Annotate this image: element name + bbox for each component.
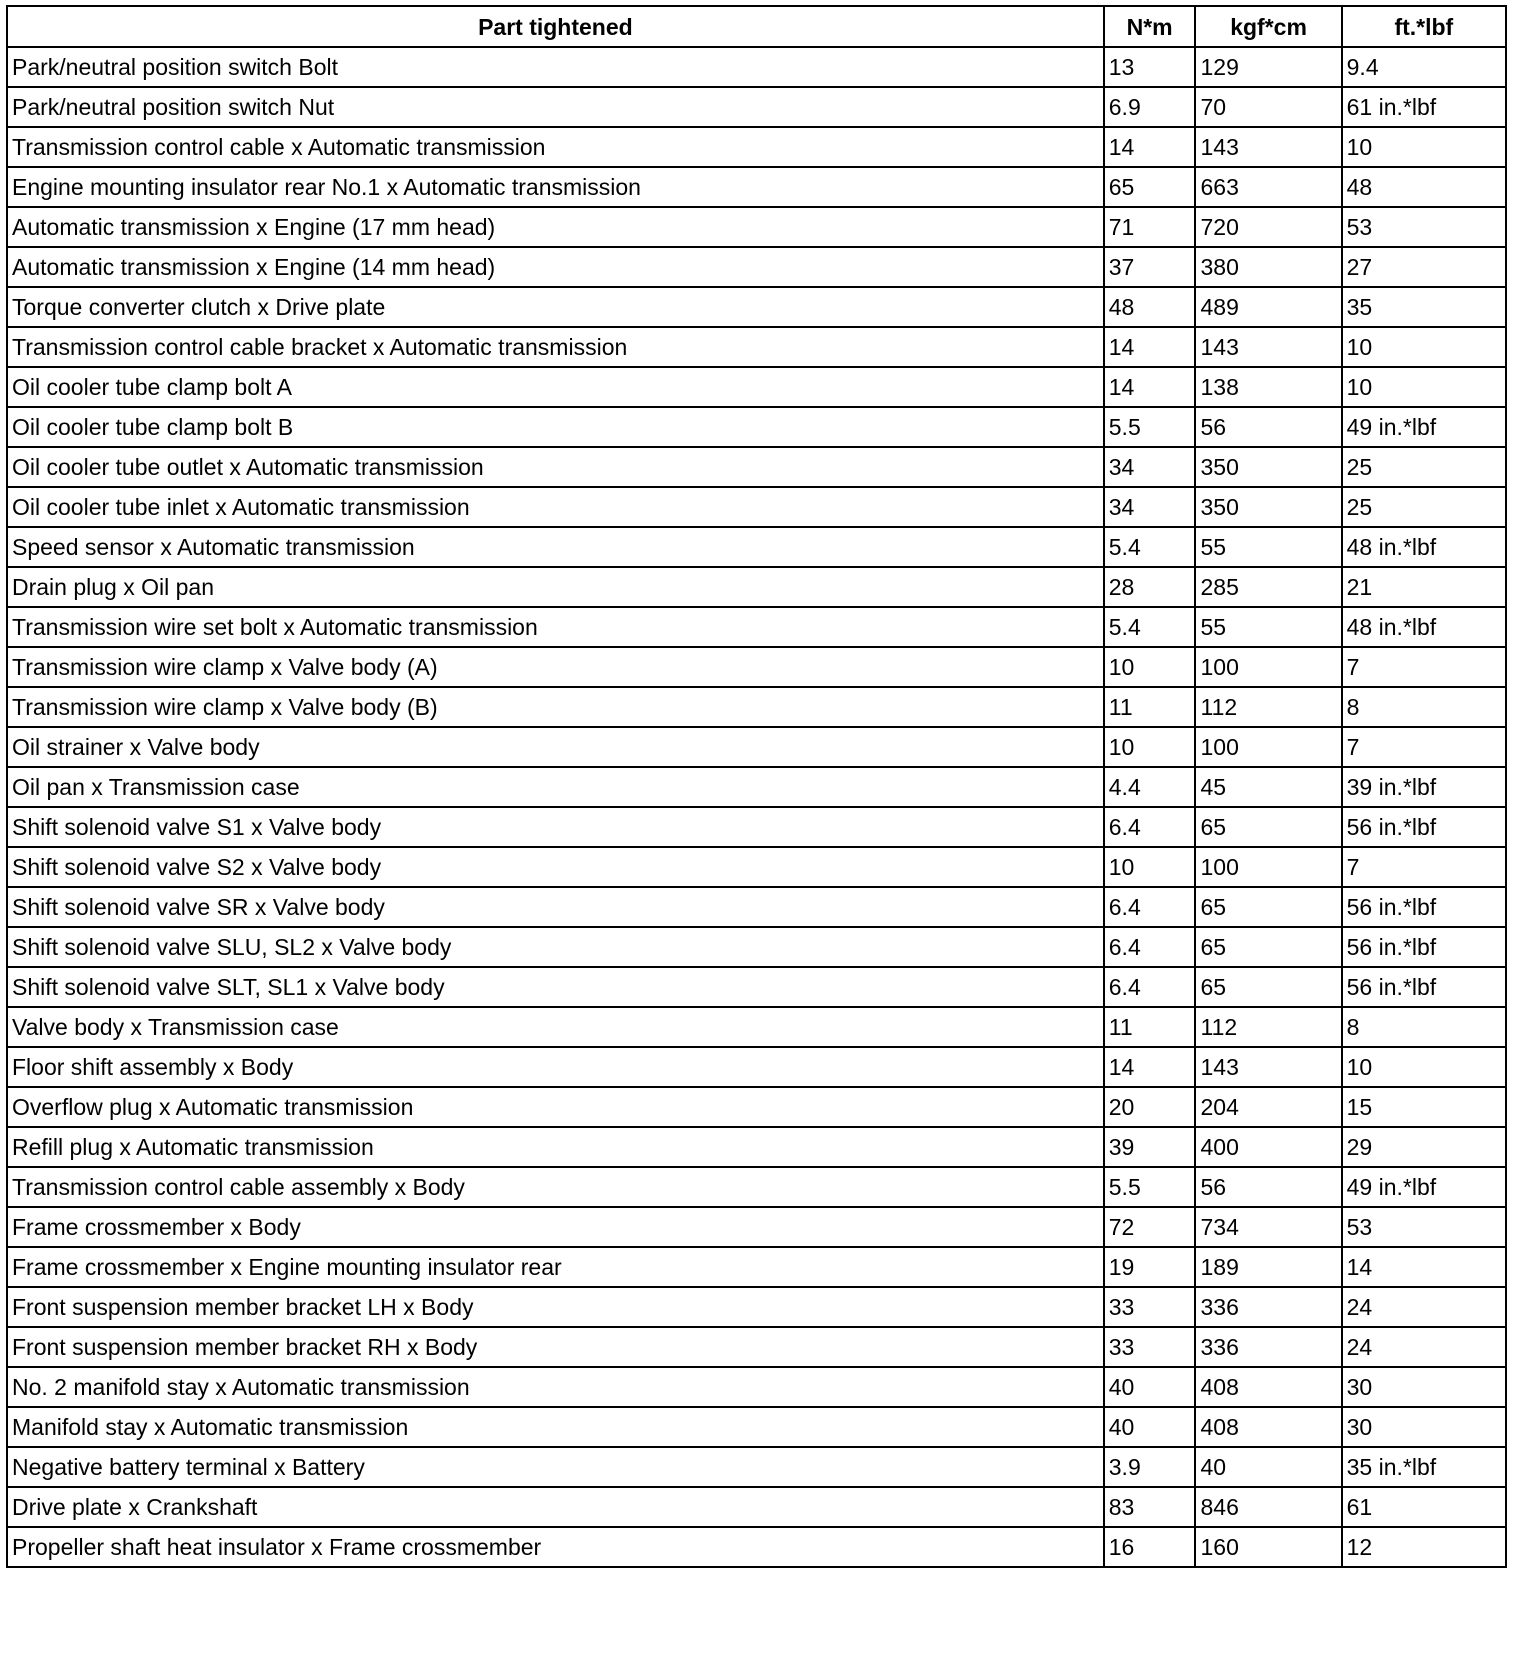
cell-part-tightened: Oil cooler tube outlet x Automatic transmission xyxy=(7,447,1104,487)
cell-newton-meter: 33 xyxy=(1104,1287,1196,1327)
cell-part-tightened: Speed sensor x Automatic transmission xyxy=(7,527,1104,567)
cell-part-tightened: Transmission wire clamp x Valve body (B) xyxy=(7,687,1104,727)
cell-ft-lbf: 25 xyxy=(1342,487,1506,527)
cell-ft-lbf: 7 xyxy=(1342,727,1506,767)
cell-part-tightened: Oil cooler tube clamp bolt B xyxy=(7,407,1104,447)
table-row xyxy=(7,1087,1506,1127)
cell-part-tightened: Frame crossmember x Engine mounting insulator rear xyxy=(7,1247,1104,1287)
cell-newton-meter: 20 xyxy=(1104,1087,1196,1127)
cell-kgf-cm: 112 xyxy=(1195,687,1341,727)
cell-kgf-cm: 56 xyxy=(1195,1167,1341,1207)
cell-newton-meter: 4.4 xyxy=(1104,767,1196,807)
cell-kgf-cm: 720 xyxy=(1195,207,1341,247)
cell-newton-meter: 6.4 xyxy=(1104,927,1196,967)
cell-newton-meter: 11 xyxy=(1104,1007,1196,1047)
cell-ft-lbf: 56 in.*lbf xyxy=(1342,927,1506,967)
cell-newton-meter: 34 xyxy=(1104,487,1196,527)
cell-ft-lbf: 7 xyxy=(1342,647,1506,687)
cell-part-tightened: Transmission wire set bolt x Automatic transmission xyxy=(7,607,1104,647)
cell-part-tightened: Engine mounting insulator rear No.1 x Automatic transmission xyxy=(7,167,1104,207)
cell-kgf-cm: 129 xyxy=(1195,47,1341,87)
cell-kgf-cm: 734 xyxy=(1195,1207,1341,1247)
cell-newton-meter: 13 xyxy=(1104,47,1196,87)
cell-part-tightened: Oil cooler tube clamp bolt A xyxy=(7,367,1104,407)
torque-specification-table xyxy=(6,5,1507,1568)
cell-ft-lbf: 35 in.*lbf xyxy=(1342,1447,1506,1487)
cell-part-tightened: Front suspension member bracket RH x Body xyxy=(7,1327,1104,1367)
cell-kgf-cm: 100 xyxy=(1195,847,1341,887)
header-part-tightened: Part tightened xyxy=(7,6,1104,47)
cell-kgf-cm: 112 xyxy=(1195,1007,1341,1047)
cell-part-tightened: Drive plate x Crankshaft xyxy=(7,1487,1104,1527)
table-row xyxy=(7,927,1506,967)
cell-part-tightened: Park/neutral position switch Nut xyxy=(7,87,1104,127)
cell-part-tightened: Valve body x Transmission case xyxy=(7,1007,1104,1047)
cell-newton-meter: 10 xyxy=(1104,727,1196,767)
cell-newton-meter: 5.4 xyxy=(1104,527,1196,567)
table-row xyxy=(7,807,1506,847)
cell-ft-lbf: 30 xyxy=(1342,1367,1506,1407)
cell-ft-lbf: 8 xyxy=(1342,687,1506,727)
table-row xyxy=(7,687,1506,727)
cell-newton-meter: 72 xyxy=(1104,1207,1196,1247)
header-ft-lbf: ft.*lbf xyxy=(1342,6,1506,47)
table-row xyxy=(7,327,1506,367)
cell-newton-meter: 14 xyxy=(1104,1047,1196,1087)
table-row xyxy=(7,1127,1506,1167)
cell-newton-meter: 5.5 xyxy=(1104,407,1196,447)
cell-kgf-cm: 143 xyxy=(1195,127,1341,167)
cell-newton-meter: 28 xyxy=(1104,567,1196,607)
cell-ft-lbf: 9.4 xyxy=(1342,47,1506,87)
cell-kgf-cm: 100 xyxy=(1195,647,1341,687)
table-row xyxy=(7,407,1506,447)
cell-kgf-cm: 489 xyxy=(1195,287,1341,327)
cell-ft-lbf: 48 in.*lbf xyxy=(1342,607,1506,647)
cell-part-tightened: Frame crossmember x Body xyxy=(7,1207,1104,1247)
cell-ft-lbf: 35 xyxy=(1342,287,1506,327)
cell-kgf-cm: 350 xyxy=(1195,487,1341,527)
table-row xyxy=(7,247,1506,287)
cell-part-tightened: Overflow plug x Automatic transmission xyxy=(7,1087,1104,1127)
cell-newton-meter: 71 xyxy=(1104,207,1196,247)
cell-ft-lbf: 48 in.*lbf xyxy=(1342,527,1506,567)
cell-part-tightened: Drain plug x Oil pan xyxy=(7,567,1104,607)
cell-kgf-cm: 143 xyxy=(1195,1047,1341,1087)
cell-part-tightened: Shift solenoid valve SLU, SL2 x Valve body xyxy=(7,927,1104,967)
cell-part-tightened: Front suspension member bracket LH x Body xyxy=(7,1287,1104,1327)
table-row xyxy=(7,287,1506,327)
cell-newton-meter: 3.9 xyxy=(1104,1447,1196,1487)
table-row xyxy=(7,1327,1506,1367)
cell-part-tightened: Propeller shaft heat insulator x Frame crossmember xyxy=(7,1527,1104,1567)
table-row xyxy=(7,527,1506,567)
table-row xyxy=(7,1247,1506,1287)
cell-ft-lbf: 25 xyxy=(1342,447,1506,487)
cell-kgf-cm: 55 xyxy=(1195,527,1341,567)
cell-ft-lbf: 53 xyxy=(1342,207,1506,247)
cell-kgf-cm: 55 xyxy=(1195,607,1341,647)
table-row xyxy=(7,1447,1506,1487)
table-row xyxy=(7,1167,1506,1207)
cell-newton-meter: 5.4 xyxy=(1104,607,1196,647)
cell-part-tightened: Negative battery terminal x Battery xyxy=(7,1447,1104,1487)
cell-newton-meter: 10 xyxy=(1104,847,1196,887)
cell-kgf-cm: 408 xyxy=(1195,1367,1341,1407)
cell-ft-lbf: 24 xyxy=(1342,1287,1506,1327)
cell-kgf-cm: 65 xyxy=(1195,807,1341,847)
table-row xyxy=(7,207,1506,247)
cell-ft-lbf: 8 xyxy=(1342,1007,1506,1047)
cell-kgf-cm: 336 xyxy=(1195,1287,1341,1327)
cell-ft-lbf: 29 xyxy=(1342,1127,1506,1167)
cell-kgf-cm: 65 xyxy=(1195,967,1341,1007)
cell-ft-lbf: 49 in.*lbf xyxy=(1342,407,1506,447)
table-row xyxy=(7,767,1506,807)
cell-newton-meter: 40 xyxy=(1104,1367,1196,1407)
cell-ft-lbf: 61 in.*lbf xyxy=(1342,87,1506,127)
table-row xyxy=(7,47,1506,87)
cell-part-tightened: Automatic transmission x Engine (17 mm head) xyxy=(7,207,1104,247)
table-row xyxy=(7,447,1506,487)
cell-ft-lbf: 39 in.*lbf xyxy=(1342,767,1506,807)
cell-ft-lbf: 53 xyxy=(1342,1207,1506,1247)
cell-newton-meter: 33 xyxy=(1104,1327,1196,1367)
table-row xyxy=(7,1047,1506,1087)
table-row xyxy=(7,127,1506,167)
cell-part-tightened: Transmission control cable assembly x Body xyxy=(7,1167,1104,1207)
cell-kgf-cm: 204 xyxy=(1195,1087,1341,1127)
cell-newton-meter: 65 xyxy=(1104,167,1196,207)
cell-kgf-cm: 663 xyxy=(1195,167,1341,207)
cell-part-tightened: Transmission control cable bracket x Automatic transmission xyxy=(7,327,1104,367)
cell-part-tightened: Oil cooler tube inlet x Automatic transmission xyxy=(7,487,1104,527)
table-row xyxy=(7,367,1506,407)
cell-part-tightened: Refill plug x Automatic transmission xyxy=(7,1127,1104,1167)
table-row xyxy=(7,847,1506,887)
cell-kgf-cm: 65 xyxy=(1195,887,1341,927)
header-row xyxy=(7,6,1506,47)
cell-kgf-cm: 143 xyxy=(1195,327,1341,367)
cell-newton-meter: 6.4 xyxy=(1104,967,1196,1007)
cell-newton-meter: 16 xyxy=(1104,1527,1196,1567)
table-row xyxy=(7,887,1506,927)
cell-ft-lbf: 30 xyxy=(1342,1407,1506,1447)
cell-newton-meter: 14 xyxy=(1104,327,1196,367)
cell-kgf-cm: 40 xyxy=(1195,1447,1341,1487)
cell-ft-lbf: 24 xyxy=(1342,1327,1506,1367)
table-header xyxy=(7,6,1506,47)
cell-newton-meter: 10 xyxy=(1104,647,1196,687)
cell-ft-lbf: 7 xyxy=(1342,847,1506,887)
cell-part-tightened: Shift solenoid valve S2 x Valve body xyxy=(7,847,1104,887)
cell-kgf-cm: 65 xyxy=(1195,927,1341,967)
cell-kgf-cm: 846 xyxy=(1195,1487,1341,1527)
cell-ft-lbf: 14 xyxy=(1342,1247,1506,1287)
cell-kgf-cm: 56 xyxy=(1195,407,1341,447)
cell-part-tightened: Automatic transmission x Engine (14 mm head) xyxy=(7,247,1104,287)
cell-newton-meter: 83 xyxy=(1104,1487,1196,1527)
cell-kgf-cm: 100 xyxy=(1195,727,1341,767)
cell-part-tightened: Shift solenoid valve SLT, SL1 x Valve body xyxy=(7,967,1104,1007)
table-row xyxy=(7,487,1506,527)
cell-part-tightened: Torque converter clutch x Drive plate xyxy=(7,287,1104,327)
cell-ft-lbf: 56 in.*lbf xyxy=(1342,807,1506,847)
cell-kgf-cm: 400 xyxy=(1195,1127,1341,1167)
cell-part-tightened: Manifold stay x Automatic transmission xyxy=(7,1407,1104,1447)
header-newton-meter: N*m xyxy=(1104,6,1196,47)
cell-newton-meter: 34 xyxy=(1104,447,1196,487)
table-row xyxy=(7,567,1506,607)
cell-newton-meter: 39 xyxy=(1104,1127,1196,1167)
table-row xyxy=(7,1527,1506,1567)
cell-ft-lbf: 12 xyxy=(1342,1527,1506,1567)
cell-part-tightened: Oil strainer x Valve body xyxy=(7,727,1104,767)
cell-kgf-cm: 285 xyxy=(1195,567,1341,607)
cell-ft-lbf: 21 xyxy=(1342,567,1506,607)
cell-ft-lbf: 10 xyxy=(1342,327,1506,367)
cell-kgf-cm: 350 xyxy=(1195,447,1341,487)
table-row xyxy=(7,1207,1506,1247)
table-row xyxy=(7,1407,1506,1447)
cell-part-tightened: No. 2 manifold stay x Automatic transmission xyxy=(7,1367,1104,1407)
cell-ft-lbf: 49 in.*lbf xyxy=(1342,1167,1506,1207)
cell-kgf-cm: 70 xyxy=(1195,87,1341,127)
cell-newton-meter: 40 xyxy=(1104,1407,1196,1447)
table-row xyxy=(7,727,1506,767)
cell-newton-meter: 6.4 xyxy=(1104,807,1196,847)
cell-newton-meter: 37 xyxy=(1104,247,1196,287)
cell-kgf-cm: 336 xyxy=(1195,1327,1341,1367)
cell-ft-lbf: 10 xyxy=(1342,367,1506,407)
cell-ft-lbf: 56 in.*lbf xyxy=(1342,967,1506,1007)
cell-part-tightened: Floor shift assembly x Body xyxy=(7,1047,1104,1087)
header-kgf-cm: kgf*cm xyxy=(1195,6,1341,47)
cell-ft-lbf: 48 xyxy=(1342,167,1506,207)
cell-newton-meter: 6.4 xyxy=(1104,887,1196,927)
cell-ft-lbf: 61 xyxy=(1342,1487,1506,1527)
cell-kgf-cm: 138 xyxy=(1195,367,1341,407)
cell-part-tightened: Transmission wire clamp x Valve body (A) xyxy=(7,647,1104,687)
cell-ft-lbf: 10 xyxy=(1342,1047,1506,1087)
table-row xyxy=(7,1367,1506,1407)
cell-newton-meter: 14 xyxy=(1104,367,1196,407)
cell-ft-lbf: 15 xyxy=(1342,1087,1506,1127)
cell-newton-meter: 48 xyxy=(1104,287,1196,327)
table-row xyxy=(7,607,1506,647)
cell-ft-lbf: 27 xyxy=(1342,247,1506,287)
table-row xyxy=(7,1007,1506,1047)
table-row xyxy=(7,87,1506,127)
cell-newton-meter: 11 xyxy=(1104,687,1196,727)
cell-kgf-cm: 408 xyxy=(1195,1407,1341,1447)
cell-part-tightened: Oil pan x Transmission case xyxy=(7,767,1104,807)
table-row xyxy=(7,1487,1506,1527)
cell-ft-lbf: 10 xyxy=(1342,127,1506,167)
table-row xyxy=(7,167,1506,207)
cell-newton-meter: 14 xyxy=(1104,127,1196,167)
table-row xyxy=(7,1287,1506,1327)
cell-part-tightened: Shift solenoid valve S1 x Valve body xyxy=(7,807,1104,847)
cell-ft-lbf: 56 in.*lbf xyxy=(1342,887,1506,927)
cell-part-tightened: Park/neutral position switch Bolt xyxy=(7,47,1104,87)
table-body xyxy=(7,47,1506,1567)
cell-newton-meter: 19 xyxy=(1104,1247,1196,1287)
table-row xyxy=(7,967,1506,1007)
cell-kgf-cm: 189 xyxy=(1195,1247,1341,1287)
cell-kgf-cm: 160 xyxy=(1195,1527,1341,1567)
cell-kgf-cm: 380 xyxy=(1195,247,1341,287)
table-row xyxy=(7,647,1506,687)
cell-kgf-cm: 45 xyxy=(1195,767,1341,807)
cell-newton-meter: 5.5 xyxy=(1104,1167,1196,1207)
cell-newton-meter: 6.9 xyxy=(1104,87,1196,127)
cell-part-tightened: Shift solenoid valve SR x Valve body xyxy=(7,887,1104,927)
cell-part-tightened: Transmission control cable x Automatic transmission xyxy=(7,127,1104,167)
